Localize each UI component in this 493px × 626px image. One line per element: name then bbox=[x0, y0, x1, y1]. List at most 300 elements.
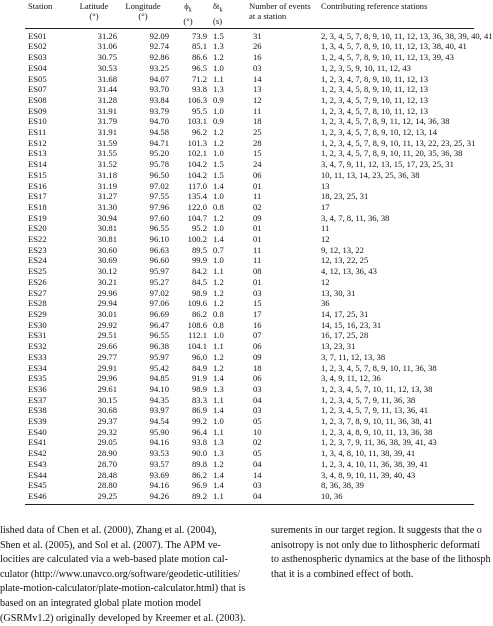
events-cell: 03 bbox=[253, 287, 262, 298]
events-cell: 09 bbox=[253, 212, 262, 223]
table-row bbox=[25, 41, 474, 52]
longitude-cell: 97.55 bbox=[149, 191, 169, 202]
text-line: surements in our target region. It suggests that the o bbox=[271, 525, 482, 536]
station-cell: ES45 bbox=[28, 480, 47, 491]
text-line: (GSRMv1.2) originally developed by Kreemer et al. (2003). bbox=[0, 612, 246, 624]
table-row bbox=[25, 159, 474, 170]
phi-cell: 96.2 bbox=[191, 127, 207, 138]
events-cell: 12 bbox=[253, 94, 262, 105]
latitude-cell: 29.51 bbox=[97, 330, 117, 341]
latitude-cell: 29.77 bbox=[97, 351, 117, 362]
phi-cell: 104.2 bbox=[187, 159, 207, 170]
table-row bbox=[25, 266, 474, 277]
reference-cell: 12 bbox=[321, 234, 330, 245]
latitude-cell: 30.12 bbox=[97, 266, 117, 277]
latitude-cell: 31.55 bbox=[97, 148, 117, 159]
delay-cell: 0.9 bbox=[213, 116, 224, 127]
events-cell: 02 bbox=[253, 437, 262, 448]
body-text-right bbox=[271, 524, 491, 582]
longitude-cell: 94.71 bbox=[149, 137, 169, 148]
station-cell: ES34 bbox=[28, 362, 47, 373]
events-cell: 18 bbox=[253, 116, 262, 127]
text-line: based on an integrated global plate motion model bbox=[0, 597, 202, 609]
events-cell: 15 bbox=[253, 298, 262, 309]
col-reference-header: Contributing reference stations bbox=[319, 0, 474, 28]
latitude-cell: 31.27 bbox=[97, 191, 117, 202]
longitude-cell: 94.35 bbox=[149, 394, 169, 405]
delay-cell: 1.2 bbox=[213, 127, 224, 138]
events-cell: 06 bbox=[253, 169, 262, 180]
longitude-cell: 92.86 bbox=[149, 52, 169, 63]
station-cell: ES30 bbox=[28, 319, 47, 330]
table-row bbox=[25, 74, 474, 85]
station-cell: ES43 bbox=[28, 458, 47, 469]
phi-cell: 135.4 bbox=[187, 191, 207, 202]
reference-cell: 1, 2, 3, 4, 5, 7, 8, 9, 10, 11, 13, 22, 23, 25, 31 bbox=[321, 137, 476, 148]
latitude-cell: 29.96 bbox=[97, 373, 117, 384]
events-cell: 01 bbox=[253, 223, 262, 234]
latitude-cell: 30.21 bbox=[97, 276, 117, 287]
events-cell: 31 bbox=[253, 30, 262, 41]
events-cell: 26 bbox=[253, 41, 262, 52]
col-delay-header: $\delta t_k$ (s) bbox=[207, 0, 243, 28]
delay-cell: 0.8 bbox=[213, 309, 224, 319]
phi-cell: 102.1 bbox=[187, 148, 207, 159]
reference-cell: 3, 7, 11, 12, 13, 38 bbox=[321, 351, 386, 362]
latitude-cell: 30.81 bbox=[97, 234, 117, 245]
station-cell: ES27 bbox=[28, 287, 47, 298]
longitude-cell: 96.50 bbox=[149, 169, 169, 180]
station-cell: ES40 bbox=[28, 426, 47, 437]
phi-cell: 117.0 bbox=[187, 180, 207, 191]
reference-cell: 18, 23, 25, 31 bbox=[321, 191, 369, 202]
longitude-cell: 95.20 bbox=[149, 148, 169, 159]
delay-cell: 0.8 bbox=[213, 319, 224, 330]
phi-cell: 96.4 bbox=[191, 426, 207, 437]
events-cell: 08 bbox=[253, 266, 262, 277]
longitude-cell: 94.16 bbox=[149, 480, 169, 491]
delay-cell: 1.0 bbox=[213, 330, 224, 341]
station-cell: ES23 bbox=[28, 244, 47, 255]
table-row bbox=[25, 330, 474, 341]
delay-cell: 1.5 bbox=[213, 159, 224, 170]
table-row bbox=[25, 223, 474, 234]
latitude-cell: 31.68 bbox=[97, 73, 117, 84]
station-cell: ES31 bbox=[28, 330, 47, 341]
delay-cell: 1.3 bbox=[213, 383, 224, 394]
latitude-cell: 28.80 bbox=[97, 480, 117, 491]
phi-cell: 83.3 bbox=[191, 394, 207, 405]
latitude-cell: 30.69 bbox=[97, 255, 117, 266]
reference-cell: 1, 2, 3, 7, 9, 11, 36, 38, 39, 41, 43 bbox=[321, 437, 437, 448]
station-cell: ES14 bbox=[28, 159, 47, 170]
events-cell: 04 bbox=[253, 394, 262, 405]
station-cell: ES15 bbox=[28, 169, 47, 180]
longitude-cell: 95.97 bbox=[149, 351, 169, 362]
events-cell: 11 bbox=[253, 105, 262, 116]
reference-cell: 3, 4, 7, 8, 11, 36, 38 bbox=[321, 212, 390, 223]
text-line: locities are calculated via a web-based plate motion cal- bbox=[0, 554, 228, 566]
delay-cell: 1.3 bbox=[213, 41, 224, 52]
station-cell: ES32 bbox=[28, 341, 47, 352]
events-cell: 03 bbox=[253, 405, 262, 416]
table-row bbox=[25, 84, 474, 95]
longitude-cell: 93.70 bbox=[149, 84, 169, 95]
station-cell: ES17 bbox=[28, 191, 47, 202]
station-cell: ES22 bbox=[28, 234, 47, 245]
longitude-cell: 93.53 bbox=[149, 448, 169, 459]
events-cell: 15 bbox=[253, 148, 262, 159]
body-text-left bbox=[0, 524, 247, 626]
longitude-cell: 94.85 bbox=[149, 373, 169, 384]
longitude-cell: 96.38 bbox=[149, 341, 169, 352]
phi-cell: 89.5 bbox=[191, 244, 207, 255]
longitude-cell: 96.55 bbox=[149, 330, 169, 341]
station-cell: ES46 bbox=[25, 491, 71, 504]
reference-cell: 13, 30, 31 bbox=[321, 287, 356, 298]
events-cell: 09 bbox=[253, 351, 262, 362]
delay-cell: 1.2 bbox=[213, 351, 224, 362]
phi-cell: 90.0 bbox=[191, 448, 207, 459]
reference-cell: 1, 3, 4, 8, 10, 11, 38, 39, 41 bbox=[321, 448, 416, 459]
station-cell: ES44 bbox=[28, 469, 47, 480]
phi-cell: 95.5 bbox=[191, 105, 207, 116]
reference-cell: 1, 2, 3, 4, 5, 7, 8, 9, 10, 11, 20, 35, 36, 38 bbox=[321, 148, 463, 159]
table-header bbox=[25, 0, 474, 28]
station-cell: ES25 bbox=[28, 266, 47, 277]
latitude-cell: 30.60 bbox=[97, 244, 117, 255]
events-cell: 14 bbox=[253, 73, 262, 84]
delay-cell: 1.2 bbox=[213, 287, 224, 298]
phi-cell: 98.9 bbox=[191, 383, 207, 394]
table-row bbox=[25, 363, 474, 374]
longitude-cell: 96.69 bbox=[149, 309, 169, 319]
latitude-cell: 31.19 bbox=[97, 180, 117, 191]
table-row bbox=[25, 255, 474, 266]
phi-cell: 84.2 bbox=[191, 266, 207, 277]
reference-cell: 36 bbox=[321, 298, 330, 309]
table-row bbox=[25, 437, 474, 448]
reference-cell: 1, 3, 4, 5, 7, 8, 9, 10, 11, 12, 13, 38, 40, 41 bbox=[321, 41, 467, 52]
station-cell: ES35 bbox=[28, 373, 47, 384]
station-cell: ES10 bbox=[28, 116, 47, 127]
text-line: culator (http://www.unavco.org/software/geodetic-utilities/ bbox=[0, 568, 240, 580]
table-row bbox=[25, 427, 474, 438]
phi-cell: 71.2 bbox=[191, 73, 207, 84]
events-cell: 03 bbox=[253, 480, 262, 491]
events-cell: 24 bbox=[253, 159, 262, 170]
latitude-cell: 28.70 bbox=[97, 458, 117, 469]
latitude-cell: 31.28 bbox=[97, 94, 117, 105]
station-cell: ES04 bbox=[28, 62, 47, 73]
reference-cell: 4, 12, 13, 36, 43 bbox=[321, 266, 377, 277]
station-cell: ES36 bbox=[28, 383, 47, 394]
table-row bbox=[25, 138, 474, 149]
header-row bbox=[25, 0, 474, 28]
text-line: plate-motion-calculator/plate-motion-calculator.html) that is bbox=[0, 583, 246, 595]
table-row bbox=[25, 63, 474, 74]
events-cell: 06 bbox=[253, 341, 262, 352]
station-cell: ES16 bbox=[28, 180, 47, 191]
longitude-cell: 92.74 bbox=[149, 41, 169, 52]
phi-cell: 106.3 bbox=[187, 94, 207, 105]
station-cell: ES19 bbox=[28, 212, 47, 223]
station-cell: ES28 bbox=[28, 298, 47, 309]
table-row bbox=[25, 448, 474, 459]
reference-cell: 3, 4, 9, 11, 12, 36 bbox=[321, 373, 381, 384]
longitude-cell: 96.55 bbox=[149, 223, 169, 234]
latitude-cell: 31.91 bbox=[97, 127, 117, 138]
longitude-cell: 95.27 bbox=[149, 276, 169, 287]
events-cell: 01 bbox=[253, 234, 262, 245]
events-cell: 17 bbox=[253, 309, 262, 319]
phi-cell: 108.6 bbox=[187, 319, 207, 330]
longitude-cell: 94.58 bbox=[149, 127, 169, 138]
table-row bbox=[25, 373, 474, 384]
phi-cell: 86.2 bbox=[191, 469, 207, 480]
delay-cell: 1.4 bbox=[213, 480, 224, 491]
delay-cell: 1.2 bbox=[213, 362, 224, 373]
station-cell: ES29 bbox=[28, 309, 47, 319]
table-row bbox=[25, 405, 474, 416]
delay-cell: 1.0 bbox=[213, 255, 224, 266]
table-row bbox=[25, 191, 474, 202]
reference-cell: 1, 2, 3, 4, 10, 11, 36, 38, 39, 41 bbox=[321, 458, 429, 469]
station-cell: ES37 bbox=[28, 394, 47, 405]
station-cell: ES42 bbox=[28, 448, 47, 459]
text-line: lished data of Chen et al. (2000), Zhang et al. (2004), bbox=[0, 525, 217, 536]
phi-cell: 98.9 bbox=[191, 287, 207, 298]
latitude-cell: 30.68 bbox=[97, 405, 117, 416]
delay-cell: 1.0 bbox=[213, 62, 224, 73]
table-row bbox=[25, 459, 474, 470]
latitude-cell: 31.18 bbox=[97, 169, 117, 180]
latitude-cell: 28.90 bbox=[97, 448, 117, 459]
phi-cell: 104.7 bbox=[187, 212, 207, 223]
latitude-cell: 29.94 bbox=[97, 298, 117, 309]
station-cell: ES24 bbox=[28, 255, 47, 266]
reference-cell: 1, 2, 3, 7, 8, 9, 10, 11, 36, 38, 41 bbox=[321, 416, 433, 427]
table-row bbox=[25, 28, 474, 41]
reference-cell: 1, 2, 3, 4, 5, 7, 9, 11, 36, 38 bbox=[321, 394, 416, 405]
events-cell: 11 bbox=[253, 191, 262, 202]
phi-cell: 91.9 bbox=[191, 373, 207, 384]
latitude-cell: 29.92 bbox=[97, 319, 117, 330]
delay-cell: 1.2 bbox=[213, 298, 224, 309]
reference-cell: 10, 11, 13, 14, 23, 25, 36, 38 bbox=[321, 169, 420, 180]
delay-cell: 1.2 bbox=[213, 212, 224, 223]
table-row bbox=[25, 181, 474, 192]
reference-cell: 1, 2, 3, 4, 5, 7, 8, 9, 10, 12, 13, 14 bbox=[321, 127, 438, 138]
longitude-cell: 96.60 bbox=[149, 255, 169, 266]
phi-cell: 86.2 bbox=[191, 309, 207, 319]
text-line: to asthenospheric dynamics at the base of the lithosph bbox=[271, 554, 491, 566]
delay-cell: 1.2 bbox=[213, 276, 224, 287]
delay-cell: 1.4 bbox=[213, 405, 224, 416]
delay-cell: 1.3 bbox=[213, 437, 224, 448]
delay-cell: 1.2 bbox=[213, 52, 224, 63]
events-cell: 11 bbox=[253, 244, 262, 255]
col-phi-header: $\phi_k$ (°) bbox=[169, 0, 207, 28]
station-cell: ES18 bbox=[28, 201, 47, 212]
reference-cell: 1, 2, 3, 4, 5, 7, 9, 10, 11, 12, 13 bbox=[321, 94, 429, 105]
reference-cell: 12, 13, 22, 25 bbox=[321, 255, 369, 266]
latitude-cell: 31.52 bbox=[97, 159, 117, 170]
latitude-cell: 29.37 bbox=[97, 416, 117, 427]
longitude-cell: 97.06 bbox=[149, 298, 169, 309]
delay-cell: 0.7 bbox=[213, 244, 224, 255]
events-cell: 01 bbox=[253, 276, 262, 287]
station-cell: ES33 bbox=[28, 351, 47, 362]
delay-cell: 1.1 bbox=[213, 266, 224, 277]
table-row bbox=[25, 470, 474, 481]
phi-cell: 89.2 bbox=[169, 491, 207, 504]
station-cell: ES13 bbox=[28, 148, 47, 159]
station-cell: ES12 bbox=[28, 137, 47, 148]
delay-cell: 1.1 bbox=[213, 73, 224, 84]
table-row bbox=[25, 213, 474, 224]
reference-cell: 12 bbox=[321, 276, 330, 287]
events-cell: 03 bbox=[253, 62, 262, 73]
latitude-cell: 31.26 bbox=[97, 30, 117, 41]
table-row bbox=[25, 277, 474, 288]
longitude-cell: 95.97 bbox=[149, 266, 169, 277]
phi-cell: 104.2 bbox=[187, 169, 207, 180]
reference-cell: 13 bbox=[321, 180, 330, 191]
station-table bbox=[25, 0, 493, 505]
phi-cell: 96.0 bbox=[191, 351, 207, 362]
latitude-cell: 31.59 bbox=[97, 137, 117, 148]
delay-cell: 1.0 bbox=[213, 416, 224, 427]
latitude-cell: 30.53 bbox=[97, 62, 117, 73]
longitude-cell: 94.07 bbox=[149, 73, 169, 84]
phi-cell: 85.1 bbox=[191, 41, 207, 52]
table-row bbox=[25, 384, 474, 395]
longitude-cell: 97.60 bbox=[149, 212, 169, 223]
table-row bbox=[25, 52, 474, 63]
events-cell: 02 bbox=[253, 201, 262, 212]
longitude-cell: 93.69 bbox=[149, 469, 169, 480]
reference-cell: 1, 2, 3, 4, 7, 8, 9, 10, 11, 12, 13 bbox=[321, 73, 429, 84]
phi-cell: 101.3 bbox=[187, 137, 207, 148]
events-cell: 16 bbox=[253, 52, 262, 63]
station-cell: ES20 bbox=[28, 223, 47, 234]
table-row bbox=[25, 170, 474, 181]
reference-cell: 1, 2, 3, 4, 5, 7, 8, 10, 11, 12, 13 bbox=[321, 105, 429, 116]
table-row bbox=[25, 320, 474, 331]
events-cell: 11 bbox=[253, 255, 262, 266]
longitude-cell: 93.84 bbox=[149, 94, 169, 105]
phi-cell: 89.8 bbox=[191, 458, 207, 469]
reference-cell: 3, 4, 7, 9, 11, 12, 13, 15, 17, 23, 25, 31 bbox=[321, 159, 454, 170]
latitude-cell: 28.48 bbox=[97, 469, 117, 480]
longitude-cell: 94.26 bbox=[117, 491, 169, 504]
reference-cell: 1, 2, 4, 5, 7, 8, 9, 10, 11, 12, 13, 39, 43 bbox=[321, 52, 454, 63]
reference-cell: 13, 23, 31 bbox=[321, 341, 356, 352]
table-row bbox=[25, 245, 474, 256]
events-cell: 14 bbox=[253, 469, 262, 480]
longitude-cell: 94.16 bbox=[149, 437, 169, 448]
col-longitude-header: Longitude (°) bbox=[117, 0, 169, 28]
longitude-cell: 97.02 bbox=[149, 287, 169, 298]
latitude-cell: 29.91 bbox=[97, 362, 117, 373]
table-row bbox=[25, 95, 474, 106]
phi-cell: 109.6 bbox=[187, 298, 207, 309]
reference-cell: 1, 2, 3, 4, 5, 7, 9, 11, 13, 36, 41 bbox=[321, 405, 429, 416]
longitude-cell: 94.70 bbox=[149, 116, 169, 127]
phi-cell: 86.6 bbox=[191, 52, 207, 63]
events-cell: 04 bbox=[243, 491, 319, 504]
table-row bbox=[25, 309, 474, 320]
latitude-cell: 31.06 bbox=[97, 41, 117, 52]
longitude-cell: 95.90 bbox=[149, 426, 169, 437]
phi-cell: 104.1 bbox=[187, 341, 207, 352]
station-cell: ES05 bbox=[28, 73, 47, 84]
station-cell: ES03 bbox=[28, 52, 47, 63]
reference-cell: 8, 36, 38, 39 bbox=[321, 480, 364, 491]
latitude-cell: 30.01 bbox=[97, 309, 117, 319]
table-row bbox=[25, 202, 474, 213]
latitude-cell: 30.15 bbox=[97, 394, 117, 405]
phi-cell: 100.2 bbox=[187, 234, 207, 245]
table-row bbox=[25, 106, 474, 117]
table-row bbox=[25, 148, 474, 159]
reference-cell: 16, 17, 25, 28 bbox=[321, 330, 369, 341]
phi-cell: 86.9 bbox=[191, 405, 207, 416]
reference-cell: 11 bbox=[321, 223, 330, 234]
reference-cell: 1, 2, 3, 4, 5, 7, 8, 9, 10, 11, 36, 38 bbox=[321, 362, 437, 373]
longitude-cell: 96.10 bbox=[149, 234, 169, 245]
events-cell: 18 bbox=[253, 362, 262, 373]
phi-cell: 84.5 bbox=[191, 276, 207, 287]
table-row bbox=[25, 341, 474, 352]
delay-cell: 1.1 bbox=[207, 491, 243, 504]
table-body bbox=[25, 28, 493, 504]
longitude-cell: 94.10 bbox=[149, 383, 169, 394]
latitude-cell: 29.61 bbox=[97, 383, 117, 394]
col-latitude-header: Latitude (°) bbox=[71, 0, 117, 28]
reference-cell: 3, 4, 8, 9, 10, 11, 39, 40, 43 bbox=[321, 469, 416, 480]
table-row bbox=[25, 395, 474, 406]
reference-cell: 1, 2, 3, 4, 5, 7, 8, 9, 11, 12, 14, 36, 38 bbox=[321, 116, 450, 127]
delay-cell: 1.0 bbox=[213, 191, 224, 202]
longitude-cell: 95.78 bbox=[149, 159, 169, 170]
events-cell: 03 bbox=[253, 383, 262, 394]
events-cell: 16 bbox=[253, 319, 262, 330]
longitude-cell: 95.42 bbox=[149, 362, 169, 373]
events-cell: 10 bbox=[253, 426, 262, 437]
station-cell: ES39 bbox=[28, 416, 47, 427]
table-row bbox=[25, 480, 474, 491]
table-row bbox=[25, 491, 474, 504]
table-row bbox=[25, 288, 474, 299]
table-row bbox=[25, 234, 474, 245]
events-cell: 25 bbox=[253, 127, 262, 138]
table-row bbox=[25, 116, 474, 127]
latitude-cell: 31.30 bbox=[97, 201, 117, 212]
station-cell: ES08 bbox=[28, 94, 47, 105]
delay-cell: 1.4 bbox=[213, 469, 224, 480]
delay-cell: 1.1 bbox=[213, 426, 224, 437]
latitude-cell: 29.66 bbox=[97, 341, 117, 352]
delay-cell: 0.8 bbox=[213, 201, 224, 212]
station-cell: ES02 bbox=[28, 41, 47, 52]
latitude-cell: 29.05 bbox=[97, 437, 117, 448]
delay-cell: 1.1 bbox=[213, 341, 224, 352]
longitude-cell: 96.47 bbox=[149, 319, 169, 330]
phi-cell: 73.9 bbox=[191, 30, 207, 41]
phi-cell: 112.1 bbox=[187, 330, 207, 341]
